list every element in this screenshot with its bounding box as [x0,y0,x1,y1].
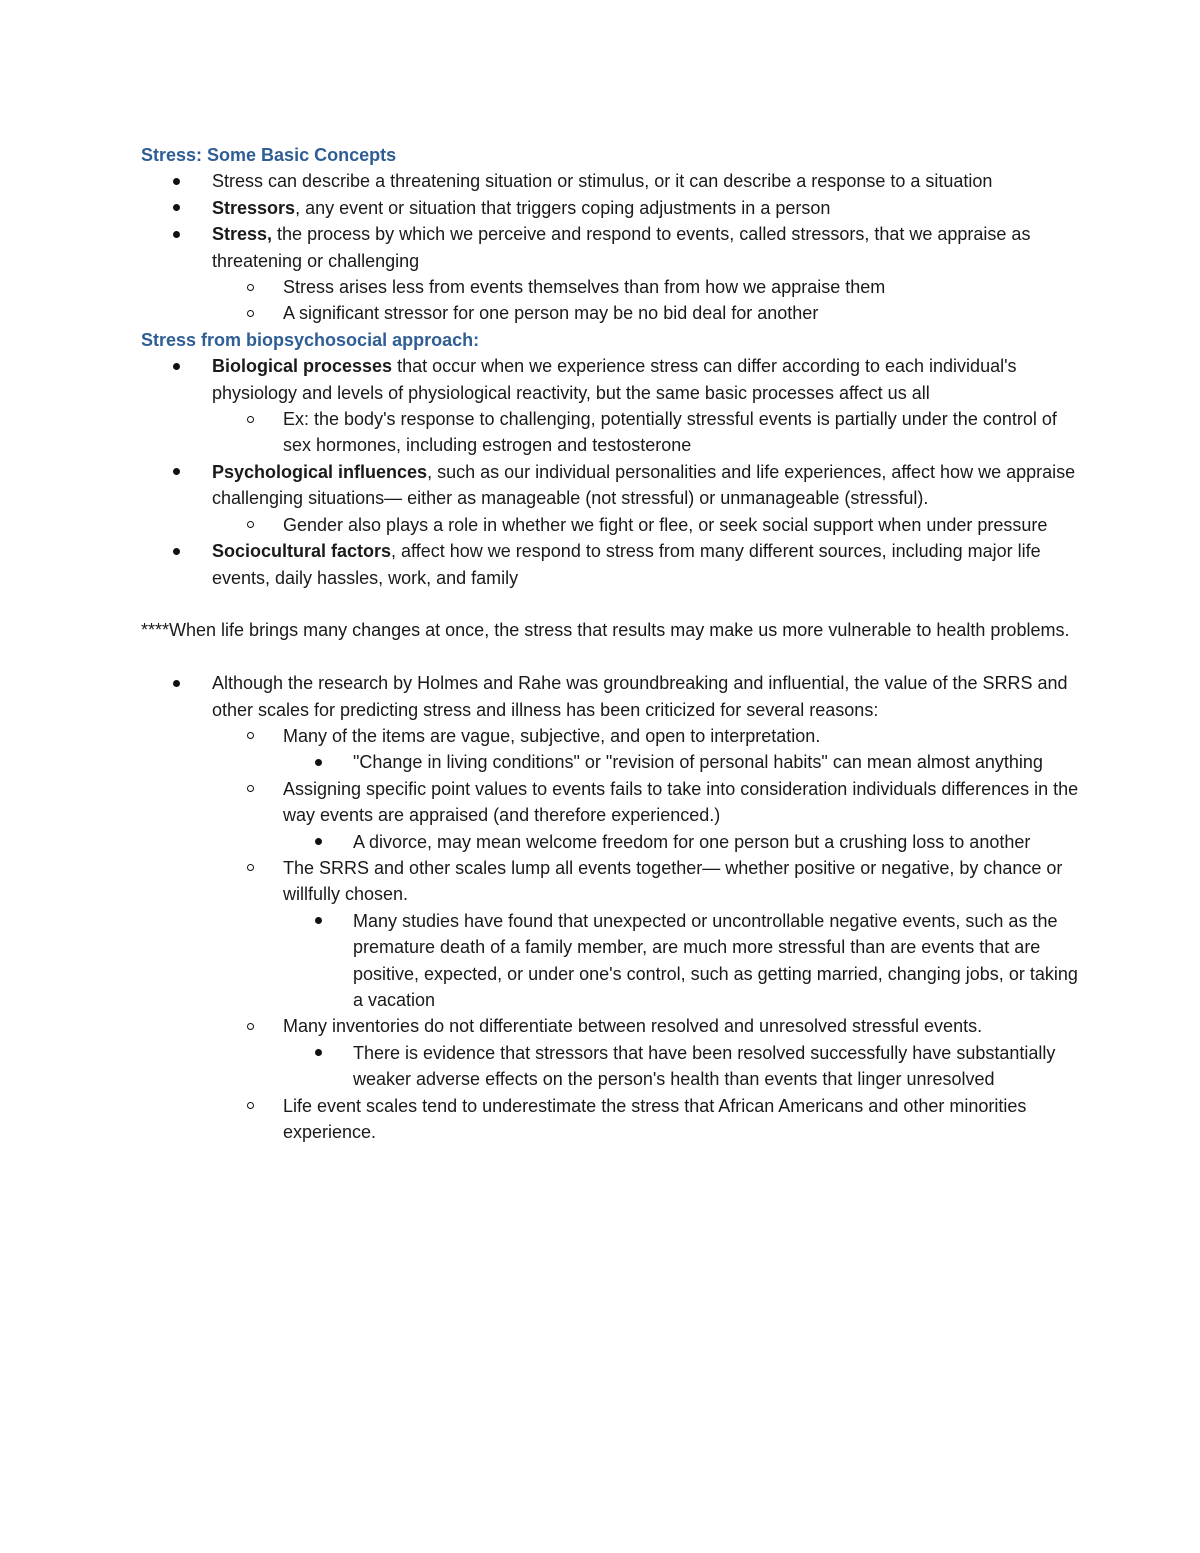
term-psychological-influences: Psychological influences [212,461,428,482]
sub-list-item: Many inventories do not differentiate between resolved and unresolved stressful events. [141,1013,1080,1039]
list-item: Biological processes that occur when we experience stress can differ according to each individual's physiology and levels of physiological reactivity, but the same basic processes affect us all [141,353,1080,406]
bullet-icon [173,353,180,379]
list-item: Stress can describe a threatening situation or stimulus, or it can describe a response to a situation [141,168,1080,194]
sub-list-item: Assigning specific point values to events fails to take into consideration individuals differences in the way events are appraised (and therefore experienced.) [141,776,1080,829]
blank-line [141,591,1080,617]
bullet-icon [173,538,180,564]
circle-bullet-icon [247,855,254,881]
sub-sub-list-item: A divorce, may mean welcome freedom for one person but a crushing loss to another [141,829,1080,855]
circle-bullet-icon [247,406,254,432]
basic-concepts-list [141,168,1080,326]
sub-sub-list-item: "Change in living conditions" or "revision of personal habits" can mean almost anything [141,749,1080,775]
sub-list-item: Stress arises less from events themselves than from how we appraise them [141,274,1080,300]
sub-list-item: Ex: the body's response to challenging, potentially stressful events is partially under the control of sex hormones, including estrogen and testosterone [141,406,1080,459]
circle-bullet-icon [247,274,254,300]
section-heading-biopsychosocial: Stress from biopsychosocial approach: [141,329,480,350]
bullet-icon [315,1040,322,1066]
list-item: Although the research by Holmes and Rahe was groundbreaking and influential, the value of the SRRS and other scales for predicting stress and illness has been criticized for several reasons: [141,670,1080,723]
bullet-icon [173,459,180,485]
sub-list-item: Gender also plays a role in whether we fight or flee, or seek social support when under pressure [141,512,1080,538]
sub-list-item: A significant stressor for one person may be no bid deal for another [141,300,1080,326]
circle-bullet-icon [247,1013,254,1039]
bullet-icon [173,168,180,194]
circle-bullet-icon [247,723,254,749]
list-item: Stressors, any event or situation that triggers coping adjustments in a person [141,195,1080,221]
bullet-icon [315,908,322,934]
biopsychosocial-list [141,353,1080,591]
sub-list-item: Life event scales tend to underestimate the stress that African Americans and other minorities experience. [141,1093,1080,1146]
term-stressors: Stressors [212,197,296,218]
note-paragraph: ****When life brings many changes at once, the stress that results may make us more vulnerable to health problems. [141,620,1070,641]
term-biological-processes: Biological processes [212,356,393,377]
circle-bullet-icon [247,512,254,538]
section-heading-basic-concepts: Stress: Some Basic Concepts [141,145,397,165]
bullet-icon [315,829,322,855]
bullet-icon [315,749,322,775]
term-sociocultural-factors: Sociocultural factors [212,541,392,562]
srrs-criticism-list [141,670,1080,1145]
term-stress: Stress, [212,224,273,245]
circle-bullet-icon [247,300,254,326]
sub-list-item: The SRRS and other scales lump all events together— whether positive or negative, by chance or willfully chosen. [141,855,1080,908]
list-item: Sociocultural factors, affect how we respond to stress from many different sources, including major life events, daily hassles, work, and family [141,538,1080,591]
list-item: Psychological influences, such as our individual personalities and life experiences, affect how we appraise challenging situations— either as manageable (not stressful) or unmanageable (stressful). [141,459,1080,512]
circle-bullet-icon [247,776,254,802]
sub-sub-list-item: There is evidence that stressors that have been resolved successfully have substantially weaker adverse effects on the person's health than events that linger unresolved [141,1040,1080,1093]
bullet-icon [173,195,180,221]
blank-line [141,644,1080,670]
bullet-icon [173,221,180,247]
list-item: Stress, the process by which we perceive and respond to events, called stressors, that we appraise as threatening or challenging [141,221,1080,274]
circle-bullet-icon [247,1093,254,1119]
sub-sub-list-item: Many studies have found that unexpected or uncontrollable negative events, such as the premature death of a family member, are much more stressful than are events that are positive, expected, or under one's control, such as getting married, changing jobs, or taking a vacation [141,908,1080,1014]
sub-list-item: Many of the items are vague, subjective, and open to interpretation. [141,723,1080,749]
bullet-icon [173,670,180,696]
